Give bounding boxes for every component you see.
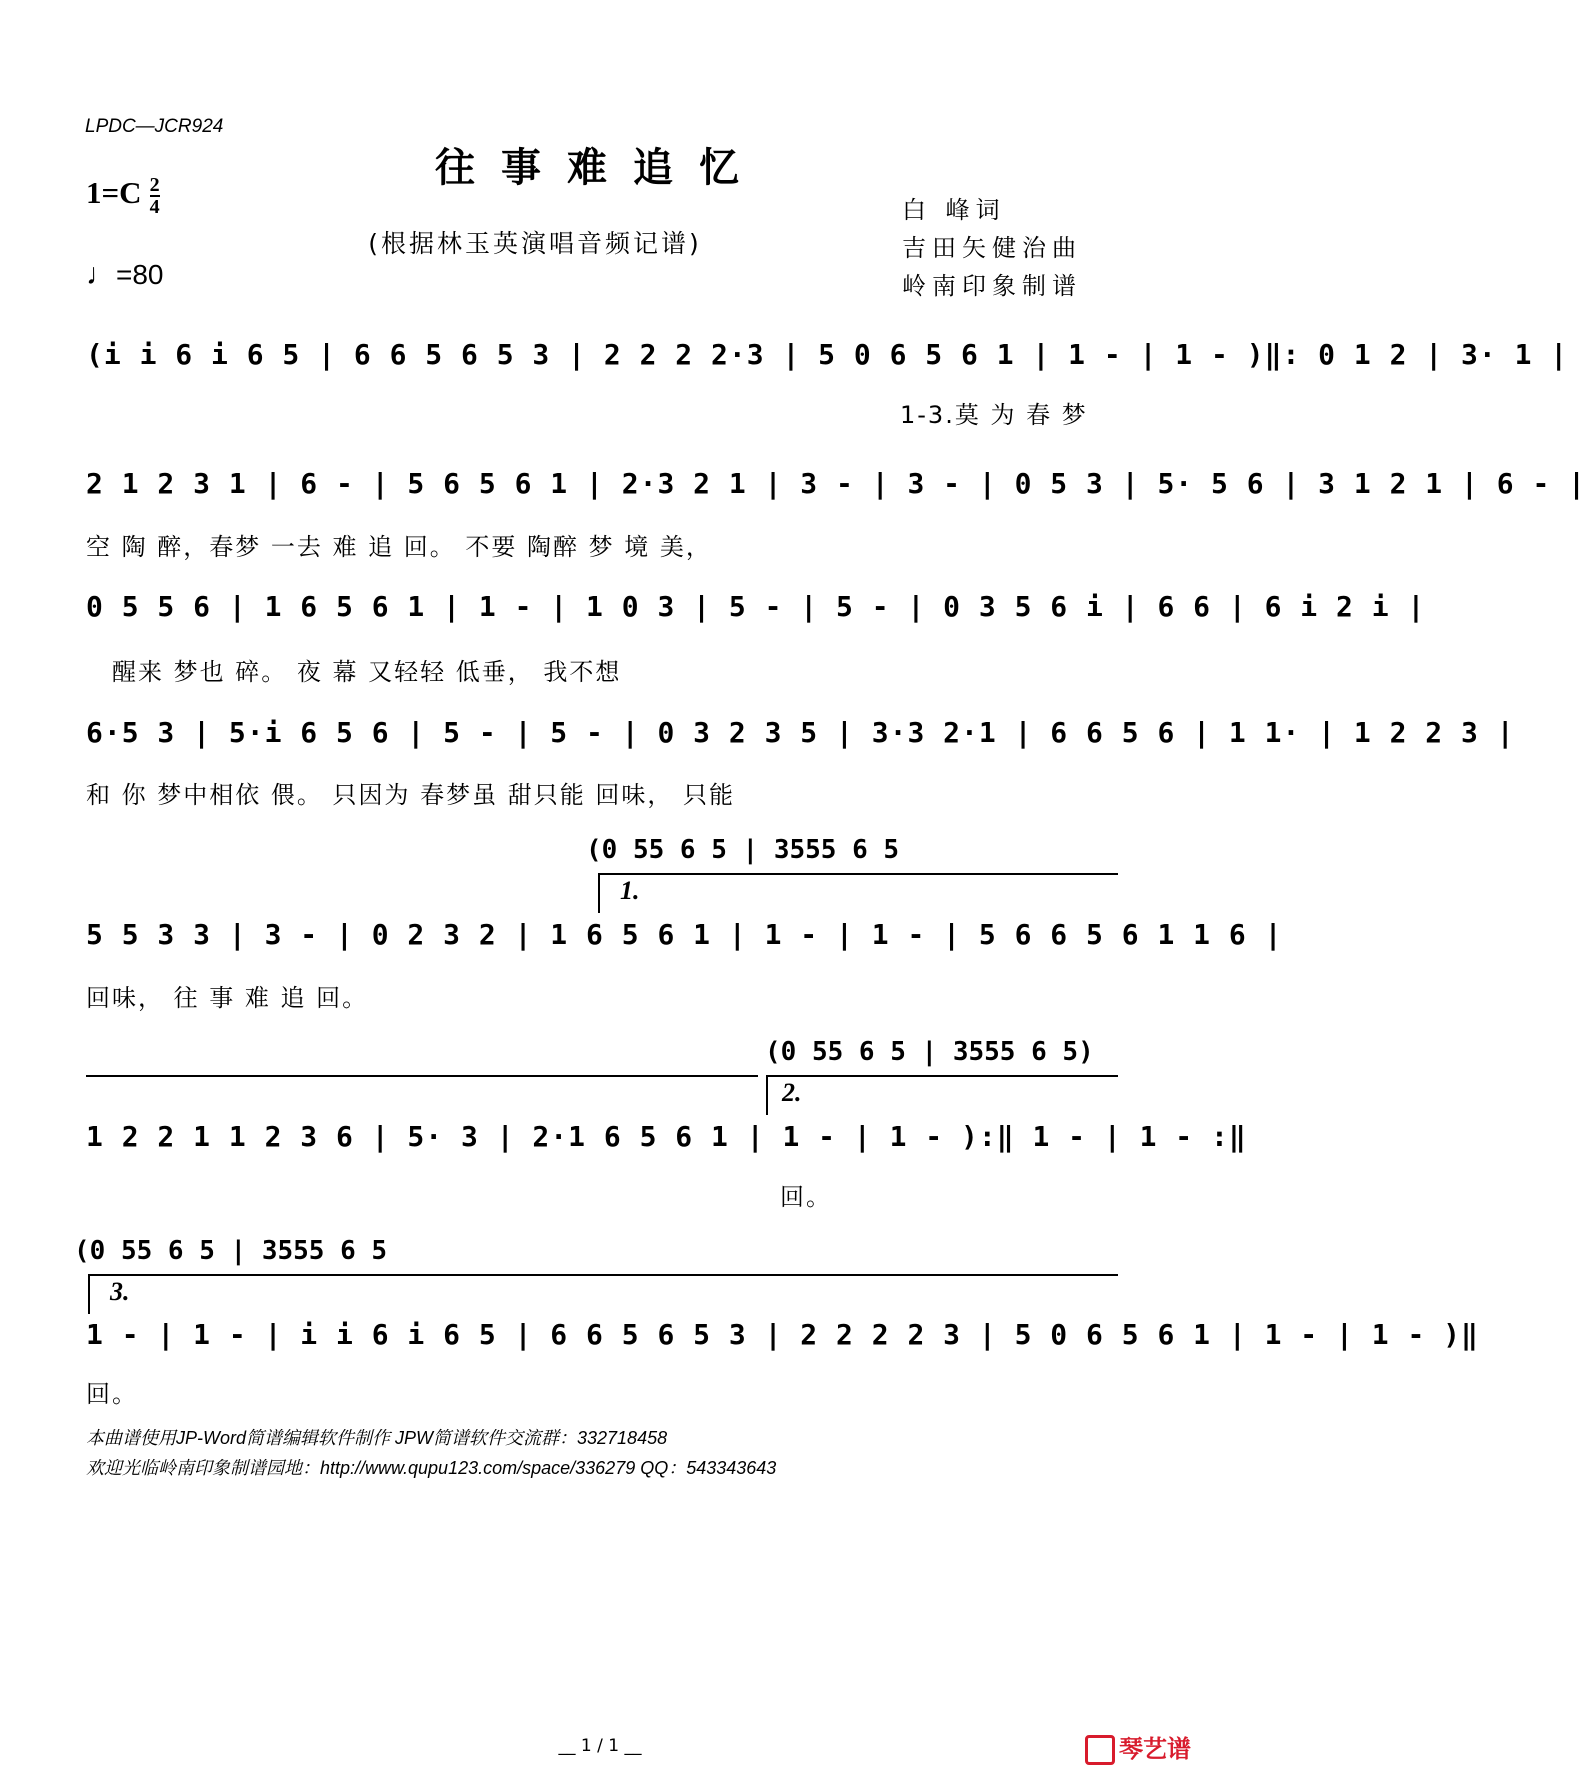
lyric-line-5: 回味， 往 事 难 追 回。 (86, 984, 369, 1012)
footer-website-note: 欢迎光临岭南印象制谱园地：http://www.qupu123.com/space/336279 QQ：543343643 (86, 1458, 777, 1478)
lyricist-credit: 白 峰词 (902, 196, 1006, 224)
score-line-3: 0 5 5 6 | 1 6 5 6 1 | 1 - | 1 0 3 | 5 - | 5 - | 0 3 5 6 i | 6 6 | 6 i 2 i | (86, 590, 1426, 623)
lyric-line-4: 和 你 梦中相依 偎。 只因为 春梦虽 甜只能 回味， 只能 (86, 781, 736, 809)
tempo-value: =80 (116, 259, 164, 290)
brand-logo-text: 琴艺谱 (1119, 1735, 1191, 1763)
score-line-6: 1 2 2 1 1 2 3 6 | 5· 3 | 2·1 6 5 6 1 | 1 - | 1 - ):‖ 1 - | 1 - :‖ (86, 1120, 1247, 1153)
lyric-line-6: 回。 (780, 1183, 832, 1211)
volta-bracket-2 (766, 1075, 1118, 1077)
lyric-line-2: 空 陶 醉，春梦 一去 难 追 回。 不要 陶醉 梦 境 美， (86, 533, 712, 561)
score-line-2: 2 1 2 3 1 | 6 - | 5 6 5 6 1 | 2·3 2 1 | 3 - | 3 - | 0 5 3 | 5· 5 6 | 3 1 2 1 | 6 - | (86, 467, 1586, 500)
score-code: LPDC—JCR924 (85, 116, 224, 137)
volta-bracket-3 (88, 1274, 1118, 1276)
volta-label-2: 2. (782, 1078, 802, 1107)
lyric-line-1: 1-3.莫 为 春 梦 (900, 401, 1088, 429)
continuation-line (86, 1075, 758, 1077)
time-numerator: 2 (149, 174, 160, 196)
volta-bracket-3-edge (88, 1274, 90, 1314)
score-line-4: 6·5 3 | 5·i 6 5 6 | 5 - | 5 - | 0 3 2 3 5 | 3·3 2·1 | 6 6 5 6 | 1 1· | 1 2 2 3 | (86, 716, 1515, 749)
key-signature (86, 175, 160, 217)
volta-bracket-2-edge (766, 1075, 768, 1115)
volta-bracket-1-edge (598, 873, 600, 913)
tempo-marking (86, 258, 164, 292)
interlude-line-3: (0 55 6 5 | 3555 6 5 (74, 1236, 388, 1266)
score-line-5: 5 5 3 3 | 3 - | 0 2 3 2 | 1 6 5 6 1 | 1 - | 1 - | 5 6 6 5 6 1 1 6 | (86, 918, 1283, 951)
time-denominator: 4 (149, 196, 160, 218)
interlude-line-1: (0 55 6 5 | 3555 6 5 (586, 835, 900, 865)
interlude-line-2: (0 55 6 5 | 3555 6 5) (765, 1037, 1094, 1067)
subtitle: (根据林玉英演唱音频记谱) (368, 229, 702, 258)
time-signature (150, 175, 160, 217)
footer-software-note: 本曲谱使用JP-Word简谱编辑软件制作 JPW简谱软件交流群：332718458 (86, 1428, 668, 1448)
score-line-7: 1 - | 1 - | i i 6 i 6 5 | 6 6 5 6 5 3 | 2 2 2 2 3 | 5 0 6 5 6 1 | 1 - | 1 - )‖ (86, 1318, 1479, 1351)
volta-bracket-1 (598, 873, 1118, 875)
composer-credit: 吉田矢健治曲 (902, 234, 1082, 262)
page-number: __ 1 / 1 __ (558, 1736, 642, 1756)
lyric-line-7: 回。 (86, 1380, 138, 1408)
key-label: 1=C (86, 175, 142, 211)
arranger-credit: 岭南印象制谱 (902, 272, 1082, 300)
volta-label-1: 1. (620, 876, 640, 905)
lyric-line-3: 醒来 梦也 碎。 夜 幕 又轻轻 低垂， 我不想 (112, 658, 622, 686)
brand-logo (1085, 1729, 1191, 1765)
song-title: 往事难追忆 (435, 144, 765, 191)
score-line-1: (i i 6 i 6 5 | 6 6 5 6 5 3 | 2 2 2 2·3 | 5 0 6 5 6 1 | 1 - | 1 - )‖: 0 1 2 | 3· 1 | (86, 338, 1569, 371)
quarter-note-icon: ♩ (86, 258, 116, 291)
brand-logo-icon (1085, 1735, 1115, 1765)
volta-label-3: 3. (110, 1277, 130, 1306)
